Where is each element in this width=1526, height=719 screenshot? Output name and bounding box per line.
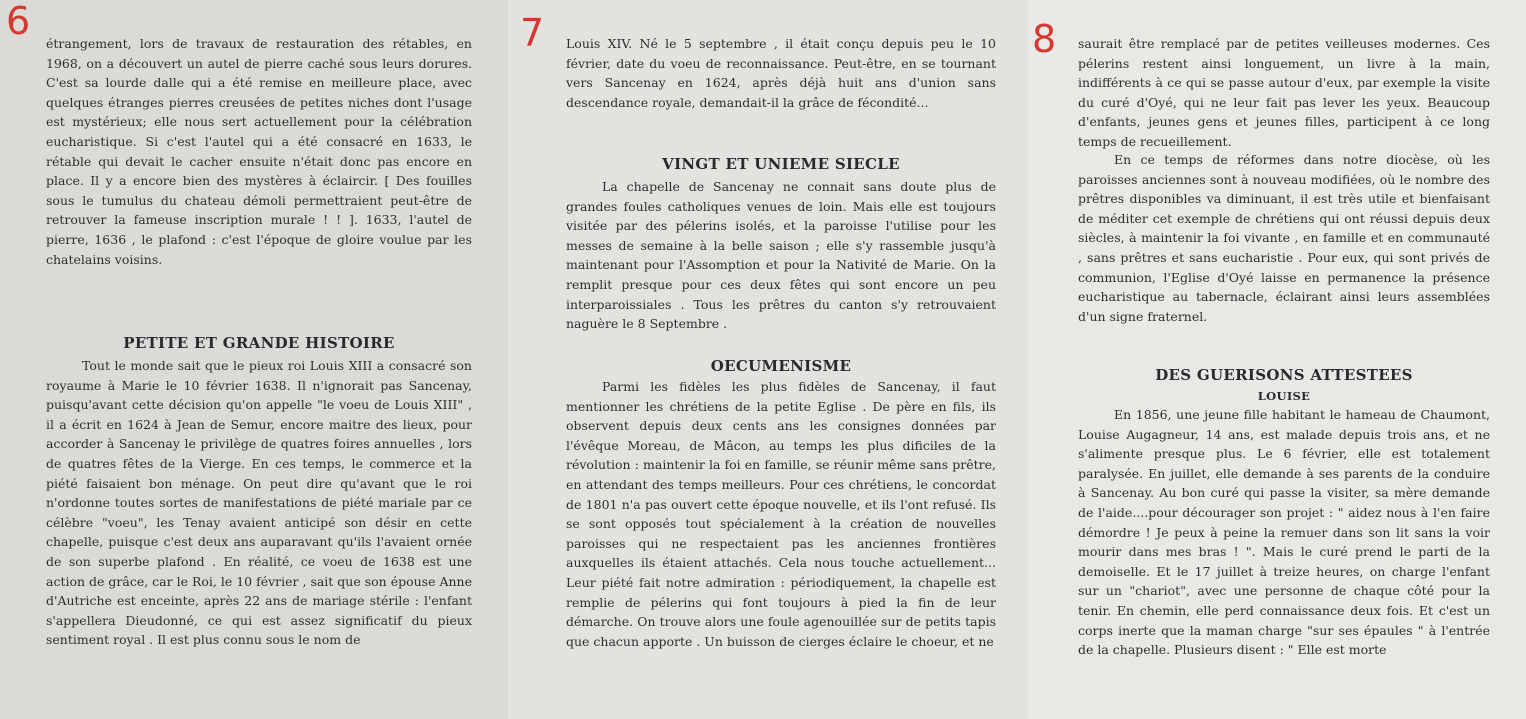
body-paragraph: étrangement, lors de travaux de restauration des rétables, en 1968, on a découvert un autel de pierre caché sous leurs dorures. C'est sa lourde dalle qui a été remise en meilleure place, avec quelques étranges pierres creusées de petites niches dont l'usage est mystérieux; elle nous sert actuellement pour la célébration eucharistique. Si c'est l'autel qui a été consacré en 1633, le rétable qui devait le cacher ensuite n'était donc pas encore en place. Il y a encore bien des mystères à éclaircir. [ Des fouilles sous le tumulus du chateau démoli permettraient peut-être de retrouver la fameuse inscription murale ! ! ]. 1633, l'autel de pierre, 1636 , le plafond : c'est l'époque de gloire voulue par les chatelains voisins. (46, 36, 472, 267)
body-paragraph: saurait être remplacé par de petites veilleuses modernes. Ces pélerins restent ainsi longuement, un livre à la main, indifférents à ce qui se passe autour d'eux, par exemple la visite du curé d'Oyé, qui ne leur fait pas lever les yeux. Beaucoup d'enfants, jeunes gens et jeunes filles, participent à ce long temps de recueillement. (1078, 36, 1490, 149)
body-paragraph: En 1856, une jeune fille habitant le hameau de Chaumont, Louise Augagneur, 14 ans, est malade depuis trois ans, et ne s'alimente presque plus. Le 6 février, elle est totalement paralysée. En juillet, elle demande à ses parents de la conduire à Sancenay. Au bon curé qui passe la visiter, sa mère demande de l'aide....pour décourager son projet : " aidez nous à l'en faire démordre ! Je peux à peine la remuer dans son lit sans la voir mourir dans mes bras ! ". Mais le curé prend le parti de la demoiselle. Et le 17 juillet à treize heures, on charge l'enfant sur un "chariot", avec une personne de chaque côté pour la tenir. En chemin, elle perd connaissance deux fois. Et c'est un corps inerte que la maman charge "sur ses épaules " à l'entrée de la chapelle. Plusieurs disent : " Elle est morte (1078, 407, 1490, 658)
body-paragraph: Parmi les fidèles les plus fidèles de Sancenay, il faut mentionner les chrétiens de la petite Eglise . De père en fils, ils observent depuis deux cents ans les consignes données par l'évêque Moreau, de Mâcon, au temps les plus dificiles de la révolution : maintenir la foi en famille, se réunir même sans prêtre, en attendant des temps meilleurs. Pour ces chrétiens, le concordat de 1801 n'a pas ouvert cette époque nouvelle, et ils l'ont refusé. Ils se sont opposés tout spécialement à la création de nouvelles paroisses qui ne respectaient pas les anciennes frontières auxquelles ils étaient attachés. Cela nous touche actuellement... Leur piété fait notre admiration : périodiquement, la chapelle est remplie de pélerins qui font toujours à pied la fin de leur démarche. On trouve alors une foule agenouillée sur de petits tapis que chacun apporte . Un buisson de cierges éclaire le choeur, et ne (566, 379, 996, 649)
page-number: 7 (520, 11, 545, 55)
body-paragraph: En ce temps de réformes dans notre diocèse, où les paroisses anciennes sont à nouveau modifiées, où le nombre des prêtres disponibles va diminuant, il est très utile et bienfaisant de méditer cet exemple de chrétiens qui ont réussi depuis deux siècles, à maintenir la foi vivante , en famille et en communauté , sans prêtres et sans eucharistie . Pour eux, qui sont privés de communion, l'Eglise d'Oyé laisse en permanence la présence eucharistique au tabernacle, éclairant ainsi leurs assemblées d'un signe fraternel. (1078, 152, 1490, 324)
section-subheading: LOUISE (1257, 389, 1311, 403)
section-heading: OECUMENISME (710, 357, 852, 375)
page-6 (0, 0, 508, 719)
section-heading: PETITE ET GRANDE HISTOIRE (123, 334, 395, 352)
section-heading: DES GUERISONS ATTESTEES (1155, 366, 1413, 384)
page-number: 8 (1032, 17, 1057, 61)
page-8 (1028, 0, 1526, 719)
page-7 (508, 0, 1028, 719)
body-paragraph: Tout le monde sait que le pieux roi Louis XIII a consacré son royaume à Marie le 10 février 1638. Il n'ignorait pas Sancenay, puisqu'avant cette décision qu'on appelle "le voeu de Louis XIII" , il a écrit en 1624 à Jean de Semur, encore maitre des lieux, pour accorder à Sancenay le privilège de quatres foires annuelles , lors de quatres fêtes de la Vierge. En ces temps, le commerce et la piété faisaient bon ménage. On peut dire qu'avant que le roi n'ordonne toutes sortes de manifestations de piété mariale par ce célèbre "voeu", les Tenay avaient anticipé son désir en cette chapelle, puisque c'est deux ans auparavant qu'ils l'avaient ornée de son superbe plafond . En réalité, ce voeu de 1638 est une action de grâce, car le Roi, le 10 février , sait que son épouse Anne d'Autriche est enceinte, après 22 ans de mariage stérile : l'enfant s'appellera Dieudonné, ce qui est assez significatif du pieux sentiment royal . Il est plus connu sous le nom de (46, 358, 472, 648)
section-heading: VINGT ET UNIEME SIECLE (662, 155, 900, 173)
body-paragraph: Louis XIV. Né le 5 septembre , il était conçu depuis peu le 10 février, date du voeu de reconnaissance. Peut-être, en se tournant vers Sancenay en 1624, après déjà huit ans d'union sans descendance royale, demandait-il la grâce de fécondité... (566, 36, 996, 110)
body-paragraph: La chapelle de Sancenay ne connait sans doute plus de grandes foules catholiques venues de loin. Mais elle est toujours visitée par des pélerins isolés, et la paroisse l'utilise pour les messes de semaine à la belle saison ; elle s'y rassemble jusqu'à maintenant pour l'Assomption et pour la Nativité de Marie. On la remplit presque pour ces deux fêtes qui sont encore un peu interparoissiales . Tous les prêtres du canton s'y retrouvaient naguère le 8 Septembre . (566, 179, 996, 332)
page-number: 6 (6, 0, 31, 43)
